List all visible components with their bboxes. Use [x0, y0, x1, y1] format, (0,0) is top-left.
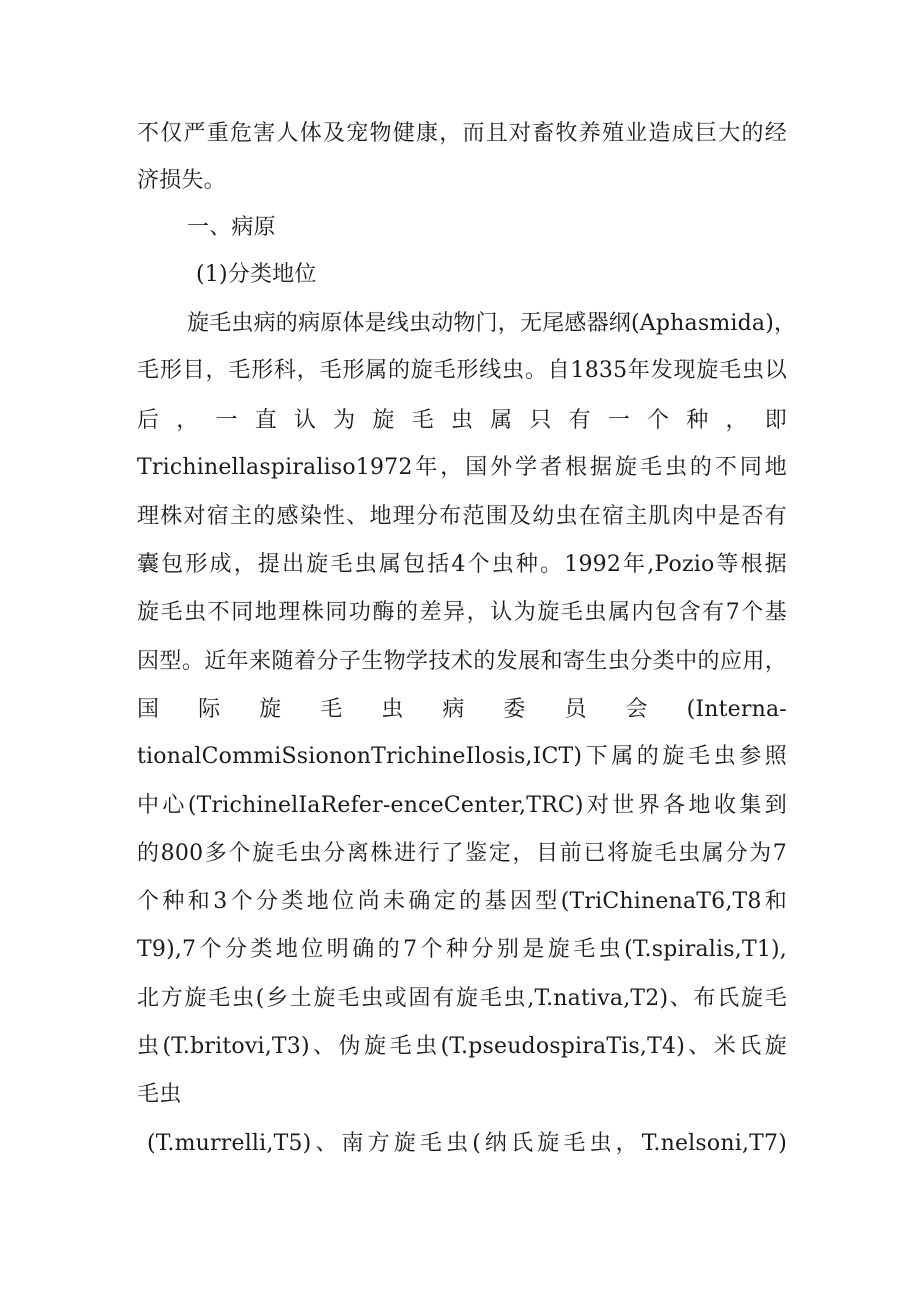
paragraph-line: 虫(T.britovi,T3)、伪旋毛虫(T.pseudospiraTis,T4)、米氏旋 [137, 1034, 787, 1059]
paragraph-line: 北方旋毛虫(乡土旋毛虫或固有旋毛虫,T.nativa,T2)、布氏旋毛 [137, 986, 787, 1011]
spread-char: 一 [607, 408, 631, 433]
spread-char: 虫 [381, 697, 404, 722]
spread-char: 旋 [259, 697, 282, 722]
spread-char: 毛 [320, 697, 343, 722]
paragraph-line: 中心(TrichinelIaRefer-enceCenter,TRC)对世界各地收集到 [137, 793, 787, 818]
paragraph-line: 因型。近年来随着分子生物学技术的发展和寄生虫分类中的应用， [137, 649, 787, 674]
spread-char: 为 [333, 408, 356, 433]
spread-char: 认 [293, 408, 317, 433]
paragraph-line: 旋毛虫不同地理株同功酶的差异，认为旋毛虫属内包含有7个基 [137, 600, 787, 625]
spread-char: 员 [564, 697, 587, 722]
paragraph-line: 不仅严重危害人体及宠物健康，而且对畜牧养殖业造成巨大的经 [137, 121, 787, 146]
section-heading: 一、病原 [187, 215, 276, 240]
paragraph-line: (T.murrelli,T5)、南方旋毛虫(纳氏旋毛虫，T.nelsoni,T7) [147, 1131, 787, 1156]
spread-char: 后 [137, 408, 160, 433]
spread-char: 即 [764, 408, 787, 433]
spread-char: 虫 [450, 408, 474, 433]
paragraph-line: 毛形目，毛形科，毛形属的旋毛形线虫。自1835年发现旋毛虫以 [137, 358, 787, 383]
spread-char: 际 [198, 697, 221, 722]
spread-char: 种 [686, 408, 709, 433]
spread-char: 国 [137, 697, 160, 722]
spread-char: ， [176, 408, 199, 433]
paragraph-line: T9),7个分类地位明确的7个种分别是旋毛虫(T.spiralis,T1), [137, 937, 787, 962]
spread-char: 直 [254, 408, 277, 433]
spread-char: 有 [568, 408, 591, 433]
paragraph-line: 毛虫 [137, 1082, 182, 1107]
spread-line [137, 405, 787, 437]
paragraph-line: tionalCommiSsiononTrichineIlosis,ICT)下属的旋毛虫参照 [137, 744, 787, 769]
spread-char: 旋 [372, 408, 395, 433]
spread-char: 毛 [411, 408, 434, 433]
paragraph-line: 的800多个旋毛虫分离株进行了鉴定，目前已将旋毛虫属分为7 [137, 841, 787, 866]
spread-char: 委 [503, 697, 526, 722]
subsection-heading: (1)分类地位 [196, 262, 317, 287]
spread-word: (Interna- [686, 697, 787, 722]
paragraph-line: Trichinellaspiraliso1972年，国外学者根据旋毛虫的不同地 [137, 455, 787, 480]
paragraph-line: 旋毛虫病的病原体是线虫动物门，无尾感器纲(Aphasmida)， [187, 311, 797, 336]
spread-char: 只 [529, 408, 552, 433]
spread-char: 个 [647, 408, 670, 433]
spread-char: 病 [442, 697, 465, 722]
spread-char: 属 [490, 408, 513, 433]
spread-char: ， [725, 408, 748, 433]
spread-line [137, 694, 787, 726]
paragraph-line: 济损失。 [137, 168, 226, 193]
spread-char: 一 [215, 408, 238, 433]
paragraph-line: 个种和3个分类地位尚未确定的基因型(TriChinenaT6,T8和 [137, 889, 787, 914]
spread-char: 会 [625, 697, 648, 722]
paragraph-line: 囊包形成，提出旋毛虫属包括4个虫种。1992年,Pozio等根据 [137, 552, 787, 577]
paragraph-line: 理株对宿主的感染性、地理分布范围及幼虫在宿主肌肉中是否有 [137, 504, 787, 529]
